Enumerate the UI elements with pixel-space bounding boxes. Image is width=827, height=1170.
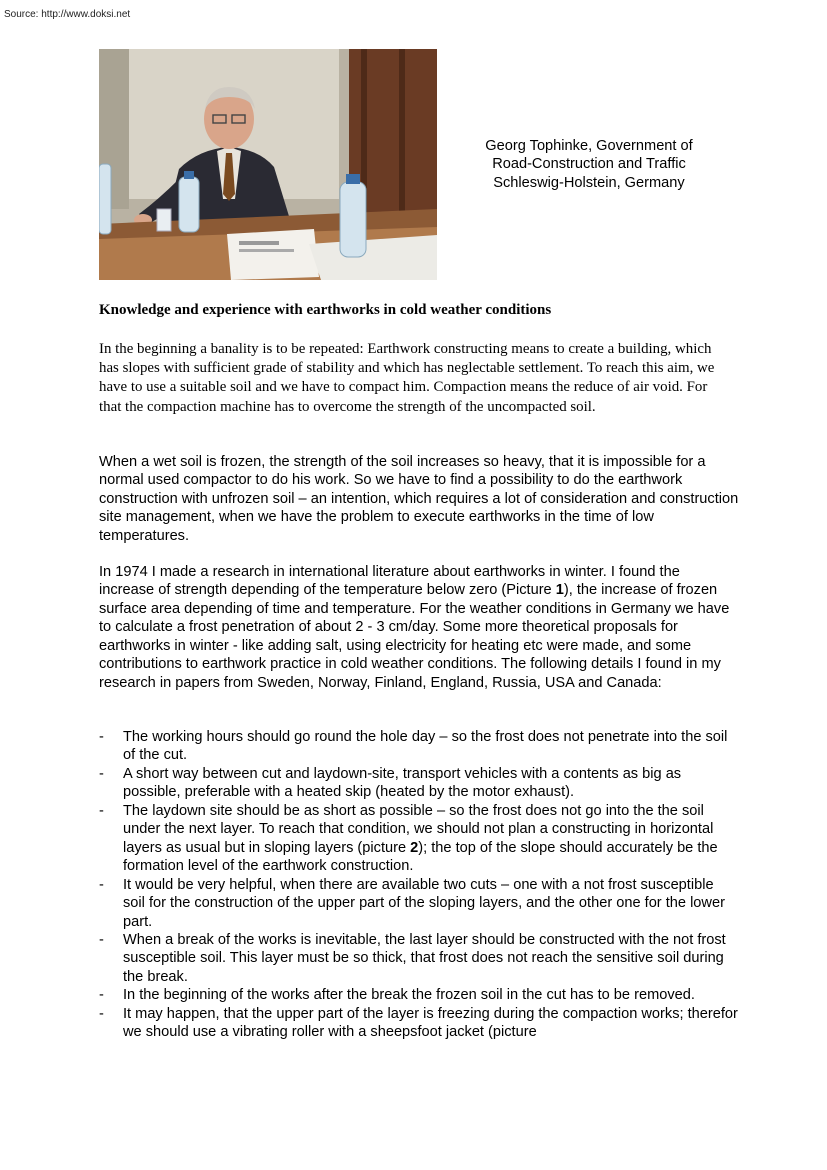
picture-ref-2: 2 [410, 839, 419, 856]
speaker-photo [99, 49, 437, 280]
list-item [99, 986, 739, 1004]
document-title: Knowledge and experience with earthworks in cold weather conditions [99, 302, 552, 318]
list-item [99, 802, 739, 876]
bullet-dash: - [99, 987, 104, 1004]
picture-ref-1: 1 [555, 582, 564, 599]
paragraph-research [99, 563, 739, 692]
list-item-text: It would be very helpful, when there are available two cuts – one with a not frost susceptible soil for the construction of the upper part of the sloping layers, and the other one for the lower part. [123, 876, 725, 930]
list-item-text: The working hours should go round the hole day – so the frost does not penetrate into the soil of the cut. [123, 729, 728, 764]
list-item [99, 765, 739, 802]
paragraph-research-text-b: ), the increase of frozen surface area depending of time and temperature. For the weather conditions in Germany we have to calculate a frost penetration of about 2 - 3 cm/day. Some more theoretical proposals for earthworks in winter - like adding salt, using electricity for heating etc were made, and some contributions to earthwork practice in cold weather conditions. The following details I found in my research in papers from Sweden, Norway, Finland, England, Russia, USA and Canada: [99, 582, 730, 691]
author-line-2: Road-Construction and Traffic [492, 156, 686, 173]
bullet-dash: - [99, 1005, 104, 1022]
list-item [99, 728, 739, 765]
list-item-text: When a break of the works is inevitable, the last layer should be constructed with the not frost susceptible soil. This layer must be so thick, that frost does not reach the sensitive soil during the break. [123, 931, 726, 985]
author-line-1: Georg Tophinke, Government of [485, 138, 693, 154]
list-item [99, 876, 739, 931]
bullet-dash: - [99, 876, 104, 893]
list-item-text: A short way between cut and laydown-site, transport vehicles with a contents as big as possible, preferable with a heated skip (heated by the motor exhaust). [123, 765, 682, 801]
list-item-text: In the beginning of the works after the break the frozen soil in the cut has to be removed. [123, 987, 695, 1004]
list-item [99, 931, 739, 986]
bullet-dash: - [99, 729, 104, 745]
bullet-dash: - [99, 931, 104, 948]
speaker-photo-illustration [99, 49, 437, 280]
author-line-3: Schleswig-Holstein, Germany [493, 174, 685, 191]
author-affiliation [455, 137, 723, 192]
list-item-text: It may happen, that the upper part of the layer is freezing during the compaction works; therefor we should use a vibrating roller with a sheepsfoot jacket (picture [123, 1005, 738, 1041]
source-url: Source: http://www.doksi.net [4, 9, 131, 20]
list-item-text-a: The laydown site should be as short as possible – so the frost does not go into the the soil under the next layer. To reach that condition, we should not plan a constructing in horizontal layers as usual but in sloping layers (picture [123, 802, 714, 856]
bullet-dash: - [99, 765, 104, 782]
paragraph-intro: In the beginning a banality is to be repeated: Earthwork constructing means to create a building, which has slopes with sufficient grade of stability and which has neglectable settlement. To reach this aim, we have to use a suitable soil and we have to compact him. Compaction means the reduce of air void. For that the compaction machine has to overcome the strength of the uncompacted soil. [99, 341, 715, 415]
paragraph-research-text-a: In 1974 I made a research in international literature about earthworks in winter. I found the increase of strength depending of the temperature below zero (Picture [99, 564, 680, 599]
paragraph-frozen-soil: When a wet soil is frozen, the strength of the soil increases so heavy, that it is impossible for a normal used compactor to do his work. So we have to find a possibility to do the earthwork construction with unfrozen soil – an intention, which requires a lot of consideration and construction site management, when we have the problem to execute earthworks in the time of low temperatures. [99, 454, 739, 544]
bullet-dash: - [99, 802, 104, 819]
list-item-text-b: ); the top of the slope should accurately be the formation level of the earthwork construction. [123, 839, 718, 875]
recommendations-list [99, 728, 739, 1042]
list-item [99, 1005, 739, 1042]
